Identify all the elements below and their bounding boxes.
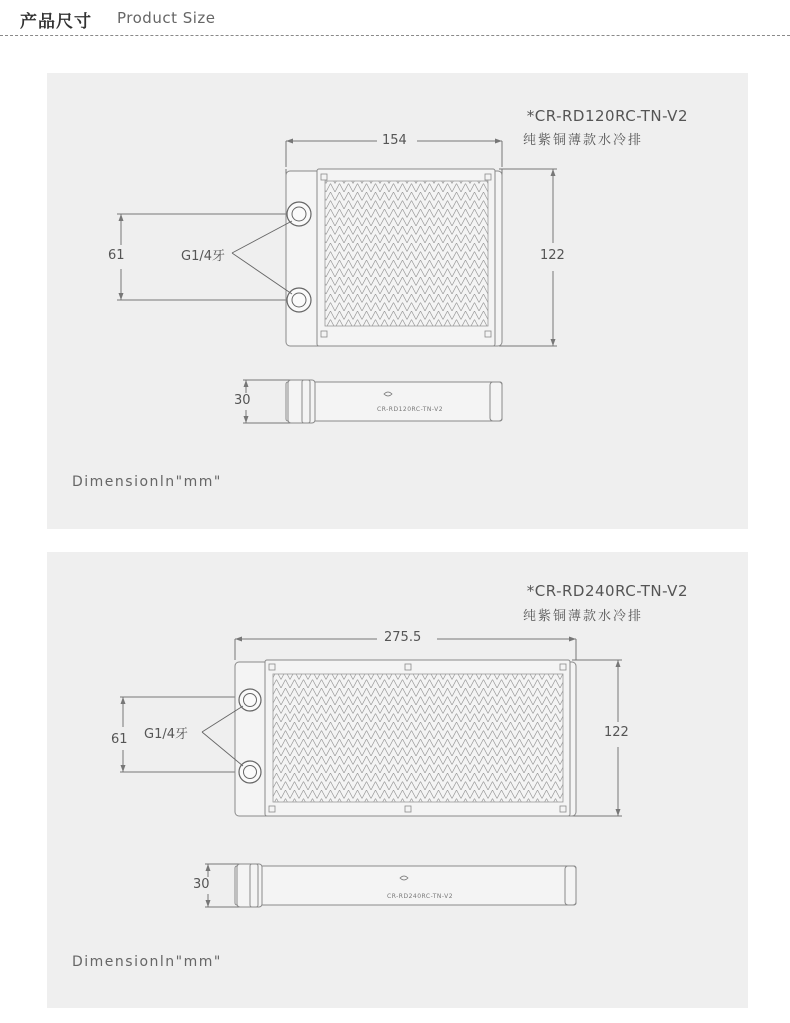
radiator-side-view: [286, 380, 502, 423]
header-divider: [0, 35, 790, 36]
model-number: *CR-RD120RC-TN-V2: [526, 107, 688, 125]
unit-note: Dimensionln"mm": [72, 954, 222, 970]
unit-note: Dimensionln"mm": [72, 474, 222, 490]
product-name-cn: 纯紫铜薄款水冷排: [523, 609, 644, 624]
inlet-port: [287, 202, 311, 226]
radiator-side-view: [235, 864, 576, 907]
section-title-cn: 产品尺寸: [20, 12, 92, 32]
port-spacing-dimension: 61: [108, 248, 125, 263]
side-print-model: CR-RD120RC-TN-V2: [377, 406, 444, 413]
model-number: *CR-RD240RC-TN-V2: [526, 582, 688, 600]
thread-label: G1/4牙: [181, 249, 225, 264]
section-header: [0, 0, 790, 36]
thread-label: G1/4牙: [144, 727, 188, 742]
height-dimension: 122: [540, 248, 565, 263]
inlet-port: [239, 689, 261, 711]
thickness-dimension: 30: [193, 877, 210, 892]
side-print-model: CR-RD240RC-TN-V2: [387, 893, 454, 900]
outlet-port: [287, 288, 311, 312]
radiator-fins: [325, 181, 488, 326]
thickness-dimension: 30: [234, 393, 251, 408]
diagram-panel-240: [47, 552, 748, 1008]
length-dimension: 154: [382, 133, 407, 148]
radiator-fins: [273, 674, 563, 802]
section-title-en: Product Size: [117, 9, 216, 27]
length-dimension: 275.5: [384, 630, 422, 645]
height-dimension: 122: [604, 725, 629, 740]
diagram-panel-120: [47, 73, 748, 529]
port-spacing-dimension: 61: [111, 732, 128, 747]
product-name-cn: 纯紫铜薄款水冷排: [523, 133, 644, 148]
outlet-port: [239, 761, 261, 783]
